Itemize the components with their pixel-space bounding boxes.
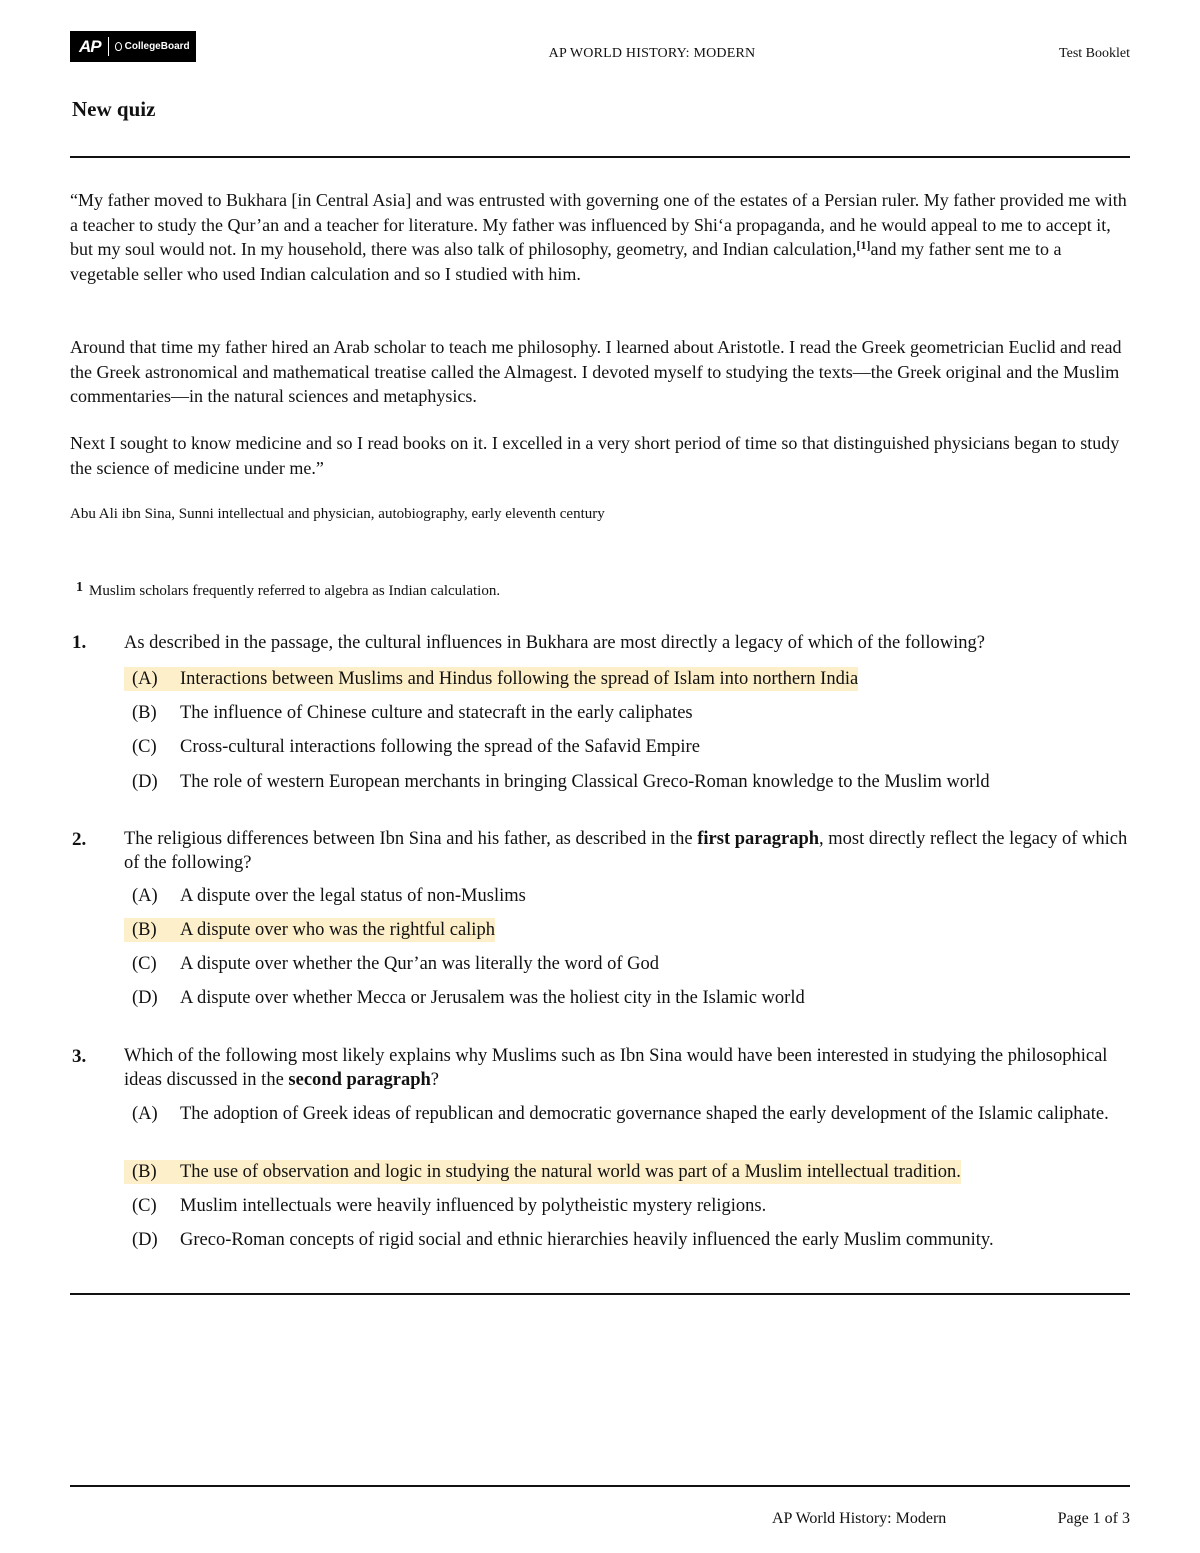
answer-highlight xyxy=(124,667,858,691)
question-1-option-c[interactable] xyxy=(124,735,1134,759)
option-text: A dispute over whether the Qur’an was literally the word of God xyxy=(180,954,659,974)
option-text: The role of western European merchants in bringing Classical Greco-Roman knowledge to the Muslim world xyxy=(180,772,990,792)
option-label: (A) xyxy=(132,886,158,906)
question-1-option-b[interactable] xyxy=(124,701,1134,725)
footnote xyxy=(76,580,500,600)
option-text: Interactions between Muslims and Hindus following the spread of Islam into northern India xyxy=(180,669,859,689)
footnote-reference[interactable]: [1] xyxy=(856,238,871,252)
passage-source: Abu Ali ibn Sina, Sunni intellectual and physician, autobiography, early eleventh century xyxy=(70,506,605,522)
option-label: (C) xyxy=(132,737,157,757)
passage-paragraph-1 xyxy=(70,188,1132,286)
option-text: Muslim intellectuals were heavily influenced by polytheistic mystery religions. xyxy=(180,1196,767,1216)
question-3-text-part1: Which of the following most likely explains why Muslims such as Ibn Sina would have been interested in studying the philosophical ideas discussed in the xyxy=(124,1046,1108,1090)
answer-highlight xyxy=(124,1160,961,1184)
question-2-number: 2. xyxy=(72,829,87,850)
quiz-title: New quiz xyxy=(72,97,156,121)
logo-brand xyxy=(115,41,190,52)
option-text: A dispute over whether Mecca or Jerusalem was the holiest city in the Islamic world xyxy=(180,988,805,1008)
option-label: (A) xyxy=(132,1104,158,1124)
logo-ap-text: AP xyxy=(79,36,101,56)
option-text: The adoption of Greek ideas of republican and democratic governance shaped the early development of the Islamic caliphate. xyxy=(180,1104,1109,1124)
question-3-text-bold: second paragraph xyxy=(288,1070,431,1090)
option-label: (D) xyxy=(132,1230,158,1250)
footnote-number: 1 xyxy=(76,580,83,595)
question-3-text xyxy=(124,1044,1134,1092)
question-2-text-part2: , most directly reflect the legacy of which of the following? xyxy=(124,829,1128,873)
logo-brand-text: CollegeBoard xyxy=(124,41,190,52)
question-2-text-part1: The religious differences between Ibn Sina and his father, as described in the xyxy=(124,829,698,849)
option-label: (C) xyxy=(132,1196,157,1216)
question-3-option-a[interactable] xyxy=(124,1102,1134,1126)
title-divider xyxy=(70,156,1130,158)
acorn-icon xyxy=(115,42,122,51)
option-text: The influence of Chinese culture and statecraft in the early caliphates xyxy=(180,703,693,723)
option-label: (D) xyxy=(132,772,158,792)
option-text: Cross-cultural interactions following the spread of the Safavid Empire xyxy=(180,737,700,757)
question-2-text xyxy=(124,827,1134,875)
question-1-text: As described in the passage, the cultural influences in Bukhara are most directly a legacy of which of the following? xyxy=(124,633,985,653)
question-3-number: 3. xyxy=(72,1046,87,1067)
question-1-option-d[interactable] xyxy=(124,770,1134,794)
header-subject: AP WORLD HISTORY: MODERN xyxy=(548,46,756,61)
question-2-option-a[interactable] xyxy=(124,884,1134,908)
option-label: (A) xyxy=(132,669,158,689)
question-3-option-d[interactable] xyxy=(124,1228,1134,1252)
footer-subject: AP World History: Modern xyxy=(772,1510,947,1527)
passage-paragraph-2: Around that time my father hired an Arab scholar to teach me philosophy. I learned about Aristotle. I read the Greek geometrician Euclid and read the Greek astronomical and mathematical treatise called the Almagest. I devoted myself to studying the texts—the Greek original and the Muslim commentaries—in the natural sciences and metaphysics. xyxy=(70,337,1122,406)
question-3-option-c[interactable] xyxy=(124,1194,1134,1218)
question-1-number: 1. xyxy=(72,632,87,653)
option-text: Greco-Roman concepts of rigid social and ethnic hierarchies heavily influenced the early Muslim community. xyxy=(180,1230,994,1250)
footnote-text: Muslim scholars frequently referred to algebra as Indian calculation. xyxy=(89,583,501,599)
option-label: (D) xyxy=(132,988,158,1008)
logo-divider xyxy=(108,37,109,56)
ap-collegeboard-logo xyxy=(70,31,196,62)
question-2-option-d[interactable] xyxy=(124,986,1134,1010)
passage-p1-part1: “My father moved to Bukhara [in Central Asia] and was entrusted with governing one of the estates of a Persian ruler. My father provided me with a teacher to study the Qur’an and a teacher for literature. My father was influenced by Shi‘a propaganda, and he would appeal to me to accept it, but my soul would not. In my household, there was also talk of philosophy, geometry, and Indian calculation, xyxy=(70,190,1127,259)
question-3-option-b[interactable] xyxy=(124,1160,1134,1184)
page-number: Page 1 of 3 xyxy=(1057,1510,1130,1527)
questions-end-divider xyxy=(70,1293,1130,1295)
option-label: (C) xyxy=(132,954,157,974)
question-3-text-part2: ? xyxy=(430,1070,440,1090)
passage-p1-part2: and my father sent me to a vegetable seller who used Indian calculation and so I studied with him. xyxy=(70,239,1062,284)
question-2-option-c[interactable] xyxy=(124,952,1134,976)
option-label: (B) xyxy=(132,703,157,723)
option-label: (B) xyxy=(132,920,157,940)
option-text: The use of observation and logic in studying the natural world was part of a Muslim intellectual tradition. xyxy=(180,1162,961,1182)
question-2-text-bold: first paragraph xyxy=(697,829,820,849)
option-text: A dispute over the legal status of non-Muslims xyxy=(180,886,526,906)
passage-paragraph-3: Next I sought to know medicine and so I read books on it. I excelled in a very short period of time so that distinguished physicians began to study the science of medicine under me.” xyxy=(70,433,1120,478)
option-text: A dispute over who was the rightful caliph xyxy=(180,920,495,940)
question-1-option-a[interactable] xyxy=(124,667,1134,691)
option-label: (B) xyxy=(132,1162,157,1182)
header-booklet-label: Test Booklet xyxy=(1059,46,1130,61)
answer-highlight xyxy=(124,918,495,942)
footer-divider xyxy=(70,1485,1130,1487)
question-2-option-b[interactable] xyxy=(124,918,1134,942)
